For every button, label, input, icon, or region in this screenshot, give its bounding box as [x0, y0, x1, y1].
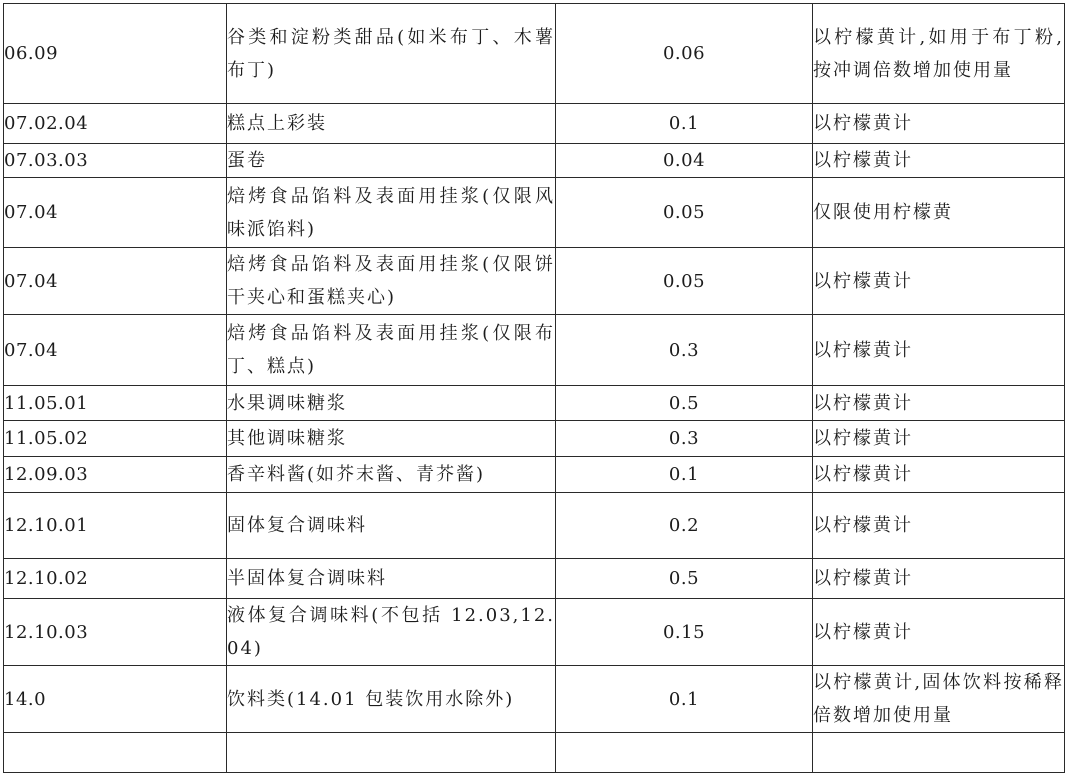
- note-cell: 以柠檬黄计: [813, 104, 1065, 144]
- table-row: [4, 144, 1065, 178]
- max-usage-cell: 0.3: [556, 315, 813, 386]
- max-usage-cell: 0.05: [556, 178, 813, 248]
- food-name-cell: 其他调味糖浆: [227, 421, 556, 457]
- food-name-cell: 焙烤食品馅料及表面用挂浆(仅限布丁、糕点): [227, 315, 556, 386]
- max-usage-cell: 0.3: [556, 421, 813, 457]
- table-row: [4, 559, 1065, 599]
- note-cell: 仅限使用柠檬黄: [813, 178, 1065, 248]
- table-body: [4, 4, 1065, 773]
- food-name-cell: 焙烤食品馅料及表面用挂浆(仅限饼干夹心和蛋糕夹心): [227, 248, 556, 315]
- code-cell: 11.05.02: [4, 421, 227, 457]
- note-cell: 以柠檬黄计: [813, 493, 1065, 559]
- max-usage-cell: [556, 733, 813, 773]
- code-cell: 12.09.03: [4, 457, 227, 493]
- table-row: [4, 599, 1065, 666]
- note-cell: 以柠檬黄计: [813, 599, 1065, 666]
- code-cell: 12.10.02: [4, 559, 227, 599]
- max-usage-cell: 0.5: [556, 559, 813, 599]
- code-cell: 07.04: [4, 248, 227, 315]
- note-cell: 以柠檬黄计: [813, 457, 1065, 493]
- food-name-cell: [227, 733, 556, 773]
- table-row: [4, 457, 1065, 493]
- code-cell: 07.02.04: [4, 104, 227, 144]
- food-name-cell: 液体复合调味料(不包括 12.03,12.04): [227, 599, 556, 666]
- note-cell: 以柠檬黄计: [813, 386, 1065, 421]
- code-cell: 12.10.01: [4, 493, 227, 559]
- table-row: [4, 248, 1065, 315]
- food-name-cell: 糕点上彩装: [227, 104, 556, 144]
- max-usage-cell: 0.2: [556, 493, 813, 559]
- food-name-cell: 谷类和淀粉类甜品(如米布丁、木薯布丁): [227, 4, 556, 104]
- max-usage-cell: 0.5: [556, 386, 813, 421]
- code-cell: 07.04: [4, 178, 227, 248]
- note-cell: 以柠檬黄计: [813, 315, 1065, 386]
- note-cell: 以柠檬黄计: [813, 144, 1065, 178]
- code-cell: 06.09: [4, 4, 227, 104]
- max-usage-cell: 0.06: [556, 4, 813, 104]
- food-name-cell: 固体复合调味料: [227, 493, 556, 559]
- food-name-cell: 半固体复合调味料: [227, 559, 556, 599]
- max-usage-cell: 0.04: [556, 144, 813, 178]
- note-cell: 以柠檬黄计: [813, 248, 1065, 315]
- table-row: [4, 178, 1065, 248]
- table-row: [4, 104, 1065, 144]
- additive-usage-table: [3, 3, 1065, 773]
- table-row: [4, 493, 1065, 559]
- max-usage-cell: 0.1: [556, 457, 813, 493]
- note-cell: 以柠檬黄计,固体饮料按稀释倍数增加使用量: [813, 666, 1065, 733]
- food-name-cell: 水果调味糖浆: [227, 386, 556, 421]
- max-usage-cell: 0.1: [556, 104, 813, 144]
- note-cell: 以柠檬黄计: [813, 421, 1065, 457]
- food-name-cell: 焙烤食品馅料及表面用挂浆(仅限风味派馅料): [227, 178, 556, 248]
- code-cell: 11.05.01: [4, 386, 227, 421]
- code-cell: 14.0: [4, 666, 227, 733]
- table-row: [4, 666, 1065, 733]
- table-row: [4, 4, 1065, 104]
- max-usage-cell: 0.05: [556, 248, 813, 315]
- note-cell: [813, 733, 1065, 773]
- code-cell: 12.10.03: [4, 599, 227, 666]
- code-cell: [4, 733, 227, 773]
- food-name-cell: 香辛料酱(如芥末酱、青芥酱): [227, 457, 556, 493]
- table-row-partial: [4, 733, 1065, 773]
- code-cell: 07.04: [4, 315, 227, 386]
- food-name-cell: 蛋卷: [227, 144, 556, 178]
- max-usage-cell: 0.1: [556, 666, 813, 733]
- note-cell: 以柠檬黄计,如用于布丁粉,按冲调倍数增加使用量: [813, 4, 1065, 104]
- max-usage-cell: 0.15: [556, 599, 813, 666]
- table-row: [4, 315, 1065, 386]
- table-row: [4, 421, 1065, 457]
- code-cell: 07.03.03: [4, 144, 227, 178]
- note-cell: 以柠檬黄计: [813, 559, 1065, 599]
- table-row: [4, 386, 1065, 421]
- food-name-cell: 饮料类(14.01 包装饮用水除外): [227, 666, 556, 733]
